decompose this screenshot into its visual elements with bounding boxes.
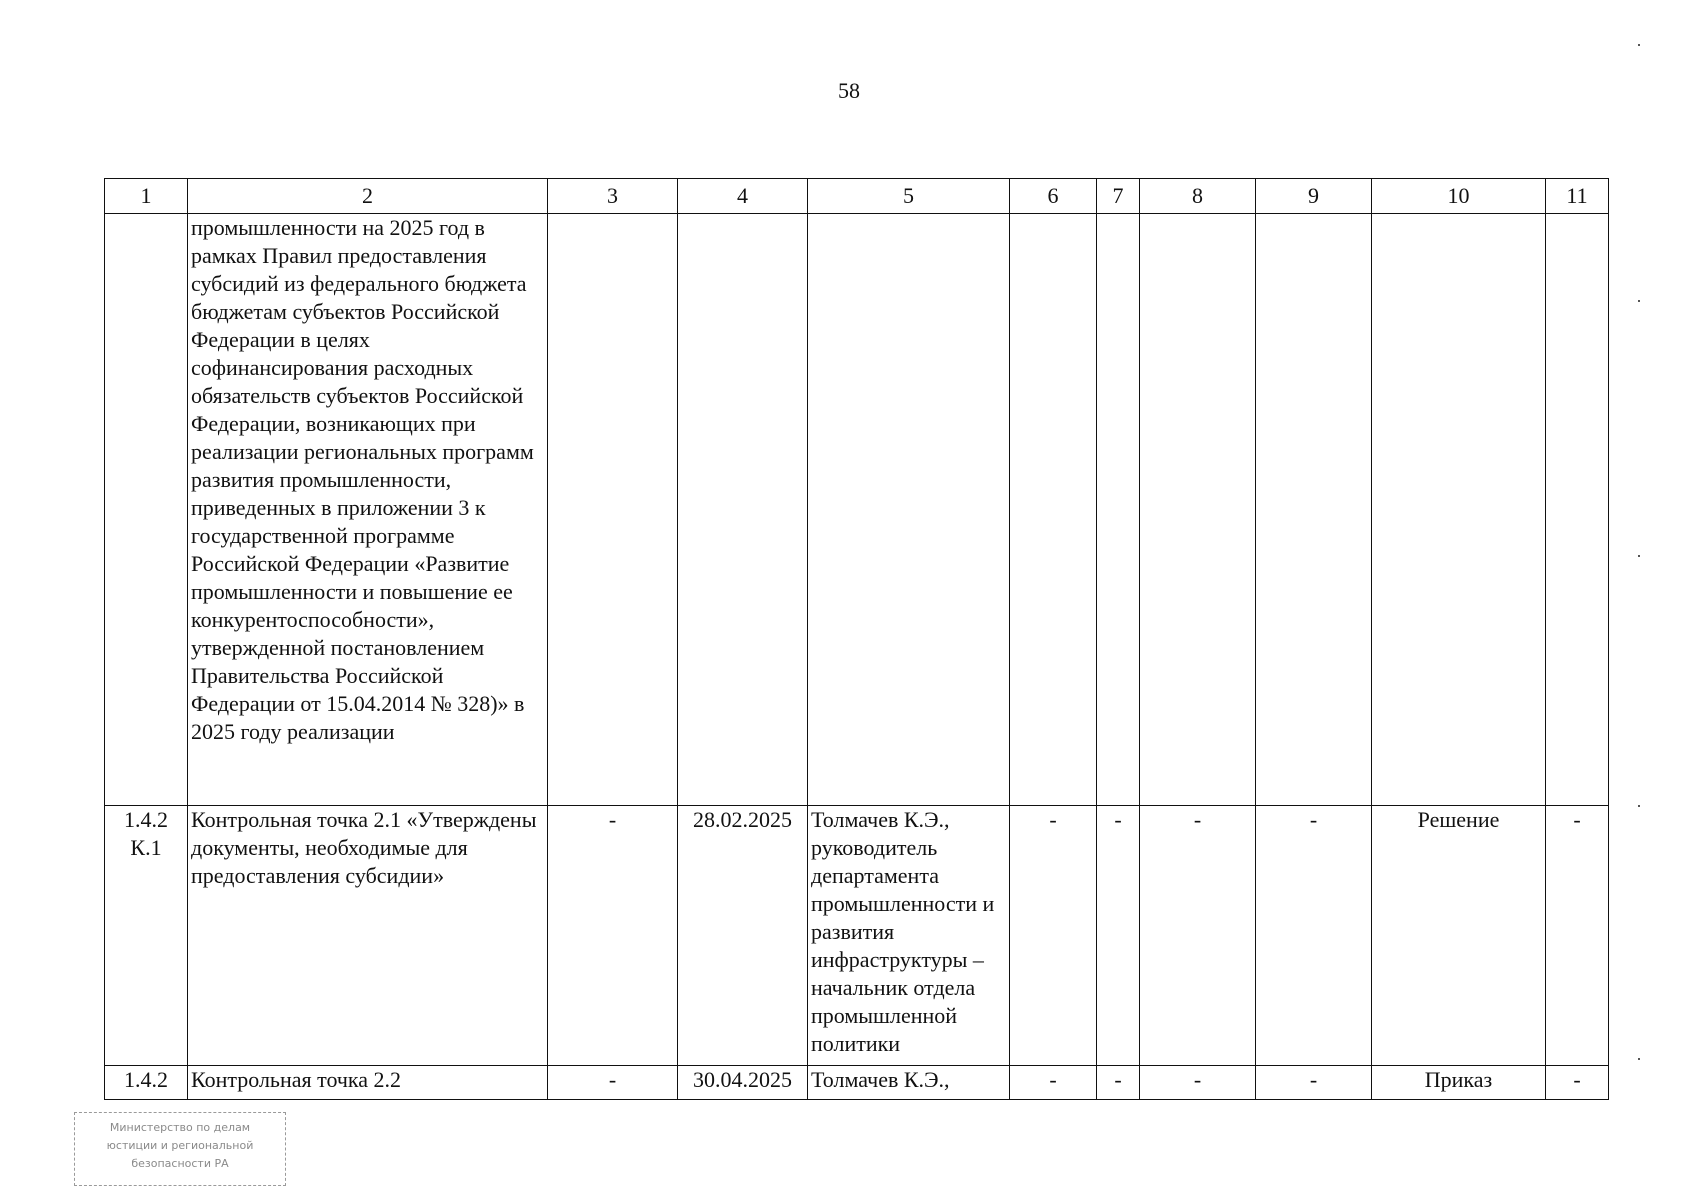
row-col8: - (1140, 806, 1256, 1066)
row-document-type: Решение (1372, 806, 1546, 1066)
row-col11: - (1546, 806, 1609, 1066)
continuation-row (105, 214, 1609, 806)
row-name: Контрольная точка 2.1 «Утверждены документы, необходимые для предоставления субсидии» (188, 806, 548, 1066)
col-header-3: 3 (548, 179, 678, 214)
table-row (105, 806, 1609, 1066)
col-header-8: 8 (1140, 179, 1256, 214)
row-date: 28.02.2025 (678, 806, 808, 1066)
row-col9: - (1256, 1066, 1372, 1100)
row-date: 30.04.2025 (678, 1066, 808, 1100)
stamp-line: юстиции и региональной (106, 1139, 254, 1152)
ministry-stamp (74, 1112, 286, 1186)
scan-speck (1638, 555, 1640, 557)
row-col6: - (1010, 806, 1097, 1066)
col-header-4: 4 (678, 179, 808, 214)
row-col11: - (1546, 1066, 1609, 1100)
stamp-line: безопасности РА (131, 1157, 229, 1170)
row-number: 1.4.2 К.1 (105, 806, 188, 1066)
header-row (105, 179, 1609, 214)
scan-speck (1638, 1058, 1640, 1060)
row-col9: - (1256, 806, 1372, 1066)
col-header-10: 10 (1372, 179, 1546, 214)
row-col8: - (1140, 1066, 1256, 1100)
continuation-text: промышленности на 2025 год в рамках Правил предоставления субсидий из федерального бюджета бюджетам субъектов Российской Федерации в целях софинансирования расходных обязательств субъектов Российской Федерации, возникающих при реализации региональных программ развития промышленности, приведенных в приложении 3 к государственной программе Российской Федерации «Развитие промышленности и повышение ее конкурентоспособности», утвержденной постановлением Правительства Российской Федерации от 15.04.2014 № 328)» в 2025 году реализации (188, 214, 548, 806)
col-header-1: 1 (105, 179, 188, 214)
row-col3: - (548, 806, 678, 1066)
row-responsible: Толмачев К.Э., (808, 1066, 1010, 1100)
scan-speck (1638, 805, 1640, 807)
row-col7: - (1097, 1066, 1140, 1100)
scan-speck (1638, 300, 1640, 302)
row-document-type: Приказ (1372, 1066, 1546, 1100)
col-header-9: 9 (1256, 179, 1372, 214)
row-col6: - (1010, 1066, 1097, 1100)
col-header-11: 11 (1546, 179, 1609, 214)
row-responsible: Толмачев К.Э., руководитель департамента промышленности и развития инфраструктуры – начальник отдела промышленной политики (808, 806, 1010, 1066)
col-header-5: 5 (808, 179, 1010, 214)
stamp-line: Министерство по делам (109, 1121, 251, 1134)
measures-table (104, 178, 1609, 1100)
row-name: Контрольная точка 2.2 (188, 1066, 548, 1100)
row-col3: - (548, 1066, 678, 1100)
row-number: 1.4.2 (105, 1066, 188, 1100)
col-header-6: 6 (1010, 179, 1097, 214)
col-header-2: 2 (188, 179, 548, 214)
scan-speck (1638, 44, 1640, 46)
table-row (105, 1066, 1609, 1100)
page-number: 58 (838, 78, 860, 103)
row-col7: - (1097, 806, 1140, 1066)
col-header-7: 7 (1097, 179, 1140, 214)
